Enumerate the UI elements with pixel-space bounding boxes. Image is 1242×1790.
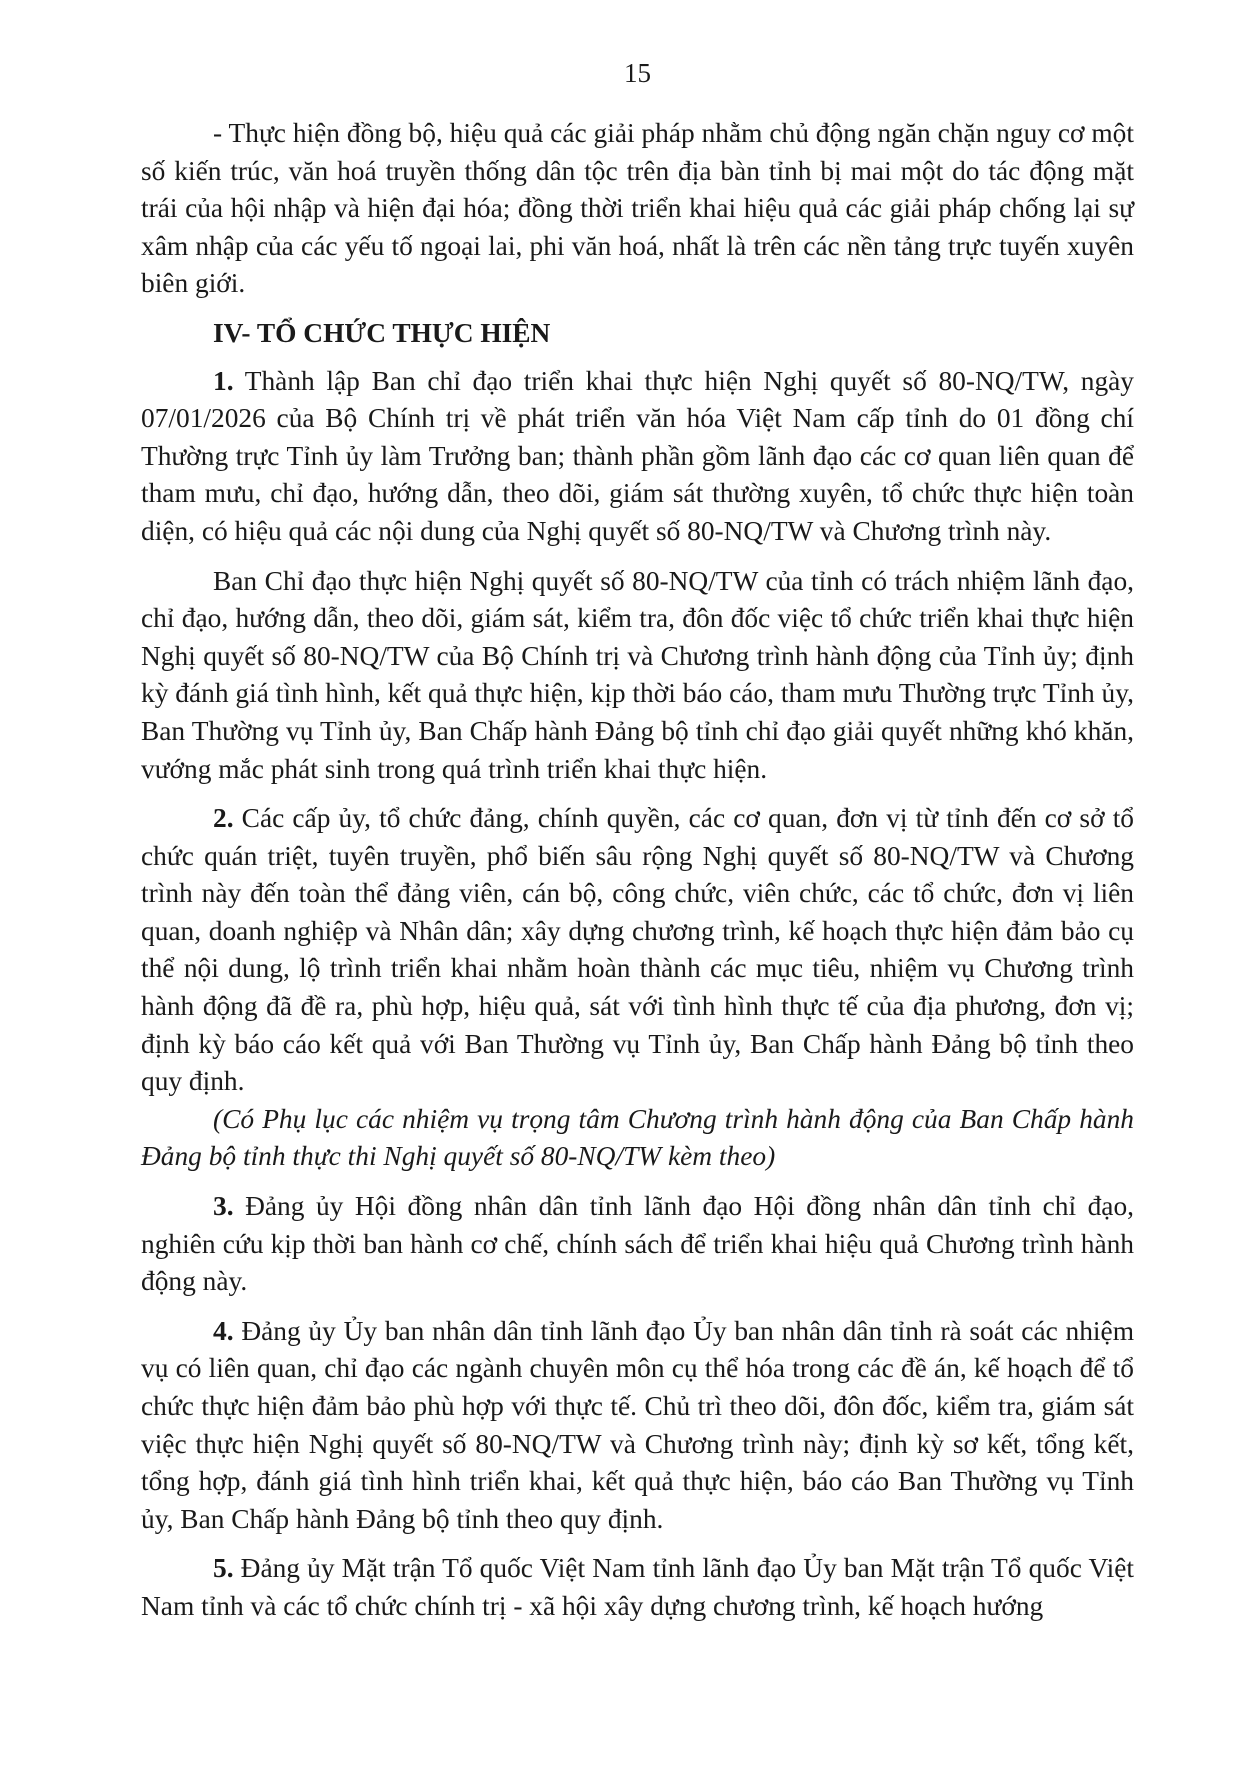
- paragraph-item-1: [141, 363, 1134, 551]
- item-number: 1.: [213, 365, 234, 396]
- item-text: Thành lập Ban chỉ đạo triển khai thực hiện Nghị quyết số 80-NQ/TW, ngày 07/01/2026 của Bộ Chính trị về phát triển văn hóa Việt Nam cấp tỉnh do 01 đồng chí Thường trực Tỉnh ủy làm Trưởng ban; thành phần gồm lãnh đạo các cơ quan liên quan để tham mưu, chỉ đạo, hướng dẫn, theo dõi, giám sát thường xuyên, tổ chức thực hiện toàn diện, có hiệu quả các nội dung của Nghị quyết số 80-NQ/TW và Chương trình này.: [141, 365, 1134, 546]
- item-number: 3.: [213, 1191, 234, 1222]
- item-number: 4.: [213, 1315, 234, 1346]
- section-heading: IV- TỔ CHỨC THỰC HIỆN: [213, 317, 551, 348]
- paragraph-cultural-protection: - Thực hiện đồng bộ, hiệu quả các giải pháp nhằm chủ động ngăn chặn nguy cơ một số kiến trúc, văn hoá truyền thống dân tộc trên địa bàn tỉnh bị mai một do tác động mặt trái của hội nhập và hiện đại hóa; đồng thời triển khai hiệu quả các giải pháp chống lại sự xâm nhập của các yếu tố ngoại lai, phi văn hoá, nhất là trên các nền tảng trực tuyến xuyên biên giới.: [141, 118, 1134, 299]
- item-text: Đảng ủy Mặt trận Tổ quốc Việt Nam tỉnh lãnh đạo Ủy ban Mặt trận Tổ quốc Việt Nam tỉnh và các tổ chức chính trị - xã hội xây dựng chương trình, kế hoạch hướng: [141, 1553, 1134, 1621]
- page-number: 15: [624, 58, 651, 88]
- paragraph-item-5: [141, 1550, 1134, 1625]
- item-number: 5.: [213, 1553, 234, 1584]
- item-number: 2.: [213, 803, 234, 834]
- paragraph-item-3: [141, 1188, 1134, 1301]
- item-text: Đảng ủy Hội đồng nhân dân tỉnh lãnh đạo Hội đồng nhân dân tỉnh chỉ đạo, nghiên cứu kịp thời ban hành cơ chế, chính sách để triển khai hiệu quả Chương trình hành động này.: [141, 1191, 1134, 1297]
- paragraph-item-4: [141, 1313, 1134, 1539]
- item-text: Đảng ủy Ủy ban nhân dân tỉnh lãnh đạo Ủy ban nhân dân tỉnh rà soát các nhiệm vụ có liên quan, chỉ đạo các ngành chuyên môn cụ thể hóa trong các đề án, kế hoạch để tổ chức thực hiện đảm bảo phù hợp với thực tế. Chủ trì theo dõi, đôn đốc, kiểm tra, giám sát việc thực hiện Nghị quyết số 80-NQ/TW và Chương trình này; định kỳ sơ kết, tổng kết, tổng hợp, đánh giá tình hình triển khai, kết quả thực hiện, báo cáo Ban Thường vụ Tỉnh ủy, Ban Chấp hành Đảng bộ tỉnh theo quy định.: [141, 1315, 1134, 1534]
- appendix-note: (Có Phụ lục các nhiệm vụ trọng tâm Chương trình hành động của Ban Chấp hành Đảng bộ tỉnh thực thi Nghị quyết số 80-NQ/TW kèm theo): [141, 1103, 1134, 1172]
- paragraph-steering-committee: Ban Chỉ đạo thực hiện Nghị quyết số 80-NQ/TW của tỉnh có trách nhiệm lãnh đạo, chỉ đạo, hướng dẫn, theo dõi, giám sát, kiểm tra, đôn đốc việc tổ chức triển khai thực hiện Nghị quyết số 80-NQ/TW của Bộ Chính trị và Chương trình hành động của Tỉnh ủy; định kỳ đánh giá tình hình, kết quả thực hiện, kịp thời báo cáo, tham mưu Thường trực Tỉnh ủy, Ban Thường vụ Tỉnh ủy, Ban Chấp hành Đảng bộ tỉnh chỉ đạo giải quyết những khó khăn, vướng mắc phát sinh trong quá trình triển khai thực hiện.: [141, 565, 1134, 784]
- paragraph-item-2: [141, 800, 1134, 1101]
- item-text: Các cấp ủy, tổ chức đảng, chính quyền, các cơ quan, đơn vị từ tỉnh đến cơ sở tổ chức quán triệt, tuyên truyền, phổ biến sâu rộng Nghị quyết số 80-NQ/TW và Chương trình này đến toàn thể đảng viên, cán bộ, công chức, viên chức, các tổ chức, đơn vị liên quan, doanh nghiệp và Nhân dân; xây dựng chương trình, kế hoạch thực hiện đảm bảo cụ thể nội dung, lộ trình triển khai nhằm hoàn thành các mục tiêu, nhiệm vụ Chương trình hành động đã đề ra, phù hợp, hiệu quả, sát với tình hình thực tế của địa phương, đơn vị; định kỳ báo cáo kết quả với Ban Thường vụ Tỉnh ủy, Ban Chấp hành Đảng bộ tỉnh theo quy định.: [141, 803, 1134, 1097]
